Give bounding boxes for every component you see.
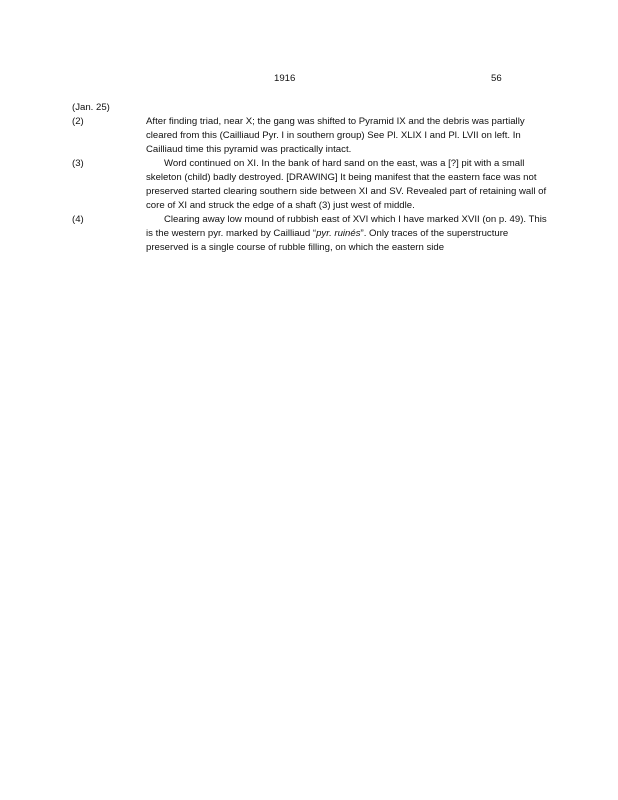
entry-number: (3) (72, 158, 84, 169)
date-label: (Jan. 25) (72, 102, 110, 113)
entry-number: (2) (72, 116, 84, 127)
entry-4 (72, 213, 552, 255)
entry-text (146, 213, 552, 255)
notebook-entries (72, 115, 552, 255)
header-year: 1916 (274, 73, 296, 84)
entry-text: After finding triad, near X; the gang was shifted to Pyramid IX and the debris was partially cleared from this (Cailliaud Pyr. I in southern group) See Pl. XLIX I and Pl. LVII on left. In Cailliaud time this pyramid was practically intact. (146, 116, 525, 155)
entry-2 (72, 115, 552, 157)
page-header (0, 72, 618, 86)
entry-text: Word continued on XI. In the bank of hard sand on the east, was a [?] pit with a small skeleton (child) badly destroyed. [DRAWING] It being manifest that the eastern face was not preserved started clearing southern side between XI and SV. Revealed part of retaining wall of core of XI and struck the edge of a shaft (3) just west of middle. (146, 158, 547, 211)
entry-text-italic: pyr. ruinés (316, 228, 361, 239)
entry-text-before: Clearing away low mound of rubbish east of XVI which I have marked XVII (on p. 49). This is the western pyr. marked by Cailliaud “ (146, 214, 547, 239)
entry-number: (4) (72, 214, 84, 225)
entry-3 (72, 157, 552, 213)
entry-text-after: ”. Only traces of the superstructure preserved is a single course of rubble filling, on which the eastern side (146, 228, 509, 253)
page-number: 56 (491, 73, 502, 84)
